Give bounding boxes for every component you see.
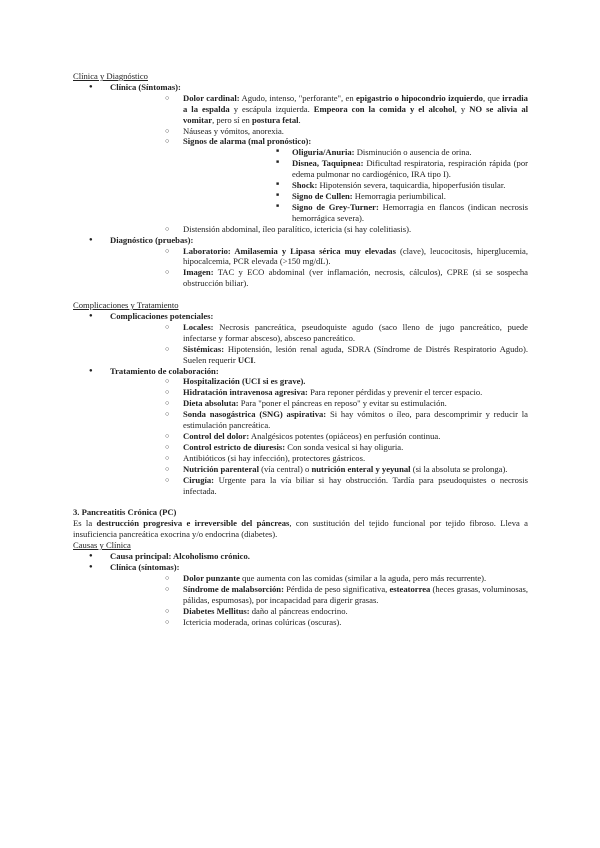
bullet-list bbox=[73, 551, 528, 627]
list-item-nauseas: ○ Náuseas y vómitos, anorexia. bbox=[110, 126, 528, 137]
bold-text: Nutrición parenteral bbox=[183, 463, 259, 474]
sub-list bbox=[110, 93, 528, 235]
text: . bbox=[298, 114, 301, 125]
text: (si la absoluta se prolonga). bbox=[410, 463, 508, 474]
item-label: Complicaciones potenciales: bbox=[110, 311, 214, 322]
text: Pérdida de peso significativa, bbox=[283, 583, 390, 594]
text: Analgésicos potentes (opiáceos) en perfusión continua. bbox=[249, 431, 441, 441]
section-heading-clinica-diagnostico: Clínica y Diagnóstico bbox=[73, 71, 148, 81]
bullet-list bbox=[73, 82, 528, 289]
text: (vía central) o bbox=[258, 463, 312, 474]
text: Disminución o ausencia de orina. bbox=[354, 147, 472, 158]
bold-text: Locales: bbox=[183, 321, 214, 332]
section-heading-causas-clinica: Causas y Clínica bbox=[73, 540, 131, 551]
list-item bbox=[110, 376, 528, 387]
item-label: Tratamiento de colaboración: bbox=[110, 365, 219, 376]
bold-text: irradia a la espalda bbox=[183, 92, 528, 114]
section-heading-complicaciones: Complicaciones y Tratamiento bbox=[73, 300, 179, 311]
text: Si hay vómitos o íleo, para descomprimir y reducir la estimulación pancreática. bbox=[183, 409, 528, 431]
bold-text: epigastrio o hipocondrio izquierdo bbox=[356, 92, 483, 103]
text: Hipotensión, lesión renal aguda, SDRA (Síndrome de Distrés Respiratorio Agudo). Suelen requerir bbox=[183, 343, 528, 365]
sub-list bbox=[110, 376, 528, 496]
text: Necrosis pancreática, pseudoquiste agudo (saco lleno de jugo pancreático, puede infectarse y formar absceso), absceso pancreático. bbox=[183, 321, 528, 343]
bold-text: Signo de Cullen: bbox=[292, 190, 353, 201]
list-item bbox=[73, 311, 528, 366]
text: Dificultad respiratoria, respiración rápida (por edema pulmonar no cardiogénico, IRA tipo I). bbox=[292, 158, 528, 180]
bold-text: Empeora con la comida y el alcohol bbox=[313, 103, 455, 114]
bold-text: Shock: bbox=[292, 180, 318, 191]
bold-text: nutrición enteral y yeyunal bbox=[311, 463, 411, 474]
list-item bbox=[110, 617, 528, 628]
list-item-alarma bbox=[110, 136, 528, 223]
bold-text: Dieta absoluta: bbox=[183, 398, 239, 409]
bold-text: Cirugía: bbox=[183, 474, 215, 485]
bold-text: UCI bbox=[237, 354, 254, 365]
text: , con sustitución del tejido funcional por tejido fibroso. Lleva a insuficiencia pancreática exocrina y/o endocrina (diabetes). bbox=[73, 518, 528, 540]
bold-text: Síndrome de malabsorción: bbox=[183, 583, 284, 594]
text: , y bbox=[454, 103, 470, 114]
bold-text: Control del dolor: bbox=[183, 431, 250, 441]
spacer bbox=[73, 289, 528, 300]
sub-list bbox=[110, 246, 528, 290]
text: Para "poner el páncreas en reposo" y evitar su estimulación. bbox=[238, 398, 447, 409]
bold-text: Signo de Grey-Turner: bbox=[292, 201, 379, 212]
bold-text: esteatorrea bbox=[389, 583, 431, 594]
list-item bbox=[110, 398, 528, 409]
text: (heces grasas, voluminosas, pálidas, espumosas), por incapacidad para digerir grasas. bbox=[183, 583, 529, 605]
bold-text: Imagen: bbox=[183, 267, 214, 278]
item-label: Clínica (Síntomas): bbox=[110, 81, 181, 92]
sub-list bbox=[110, 322, 528, 366]
list-item-distension: ○ Distensión abdominal, íleo paralítico, ictericia (si hay colelitiasis). bbox=[110, 224, 528, 235]
bullet-list bbox=[73, 311, 528, 496]
bold-text: postura fetal bbox=[251, 114, 299, 125]
item-label: Signos de alarma (mal pronóstico): bbox=[183, 136, 312, 147]
item-label: Clínica (síntomas): bbox=[110, 561, 180, 572]
list-item bbox=[110, 453, 528, 464]
list-item bbox=[110, 409, 528, 431]
list-item bbox=[110, 322, 528, 344]
bold-text: Sonda nasogástrica (SNG) aspirativa: bbox=[183, 409, 327, 420]
bold-text: Disnea, Taquipnea: bbox=[292, 158, 364, 169]
text: Hipotensión severa, taquicardia, hipoperfusión tisular. bbox=[317, 180, 506, 191]
list-item bbox=[110, 464, 528, 475]
list-item bbox=[110, 246, 528, 268]
text: , pero sí en bbox=[212, 114, 252, 125]
list-item bbox=[183, 180, 528, 191]
bold-text: Hospitalización (UCI si es grave). bbox=[183, 376, 306, 387]
document-page bbox=[73, 71, 528, 627]
text: Con sonda vesical si hay oliguria. bbox=[285, 441, 404, 452]
text: . bbox=[253, 354, 256, 365]
list-item bbox=[110, 573, 528, 584]
text: Para reponer pérdidas y prevenir el tercer espacio. bbox=[307, 387, 483, 398]
item-label: Diagnóstico (pruebas): bbox=[110, 234, 194, 245]
list-item bbox=[183, 158, 528, 180]
text: y escápula izquierda. bbox=[229, 103, 314, 114]
text: , que bbox=[482, 92, 503, 103]
spacer bbox=[73, 496, 528, 507]
section-title-pancreatitis-cronica: 3. Pancreatitis Crónica (PC) bbox=[73, 507, 177, 518]
list-item bbox=[183, 202, 528, 224]
text: Urgente para la vía biliar si hay obstrucción. Tardía para pseudoquistes o necrosis infectada. bbox=[183, 474, 528, 496]
bold-text: Diabetes Mellitus: bbox=[183, 605, 250, 616]
bold-text: Laboratorio: Amilasemia y Lipasa sérica muy elevadas bbox=[183, 245, 396, 256]
list-item bbox=[183, 147, 528, 158]
text: Agudo, intenso, "perforante", en bbox=[239, 92, 357, 103]
text: Es la bbox=[73, 518, 97, 529]
list-item bbox=[183, 191, 528, 202]
list-item bbox=[110, 475, 528, 497]
list-item bbox=[73, 235, 528, 290]
intro-paragraph bbox=[73, 518, 528, 540]
list-item bbox=[73, 366, 528, 497]
text: Ictericia moderada, orinas colúricas (oscuras). bbox=[183, 616, 342, 627]
list-item-dolor bbox=[110, 93, 528, 126]
list-item bbox=[110, 431, 528, 442]
sub-sub-list bbox=[183, 147, 528, 223]
sub-list bbox=[110, 573, 528, 628]
bold-text: NO se alivia al vomitar bbox=[183, 103, 529, 125]
text: que aumenta con las comidas (similar a la aguda, pero más recurrente). bbox=[239, 572, 487, 583]
bold-text: Hidratación intravenosa agresiva: bbox=[183, 387, 308, 398]
list-item bbox=[110, 606, 528, 617]
list-item bbox=[73, 562, 528, 627]
text: TAC y ECO abdominal (ver inflamación, necrosis, cálculos), CPRE (si se sospecha obstrucción biliar). bbox=[183, 267, 528, 289]
list-item bbox=[110, 344, 528, 366]
bold-text: Causa principal: Alcoholismo crónico. bbox=[110, 551, 250, 562]
bold-text: Control estricto de diuresis: bbox=[183, 441, 286, 452]
list-item bbox=[73, 551, 528, 562]
text: daño al páncreas endocrino. bbox=[249, 605, 348, 616]
list-item bbox=[110, 267, 528, 289]
text: Hemorragia periumbilical. bbox=[352, 190, 446, 201]
list-item bbox=[110, 584, 528, 606]
text: (clave), leucocitosis, hiperglucemia, hipocalcemia, PCR elevada (>150 mg/dL). bbox=[183, 245, 528, 267]
list-item bbox=[110, 387, 528, 398]
list-item bbox=[73, 82, 528, 235]
bold-text: Dolor cardinal: bbox=[183, 92, 240, 103]
text: Antibióticos (si hay infección), protectores gástricos. bbox=[183, 452, 366, 463]
bold-text: Oliguria/Anuria: bbox=[292, 147, 355, 158]
bold-text: Dolor punzante bbox=[183, 572, 240, 583]
bold-text: destrucción progresiva e irreversible del páncreas bbox=[96, 518, 290, 529]
list-item bbox=[110, 442, 528, 453]
text: Hemorragia en flancos (indican necrosis hemorrágica severa). bbox=[292, 201, 528, 223]
bold-text: Sistémicas: bbox=[183, 343, 225, 354]
